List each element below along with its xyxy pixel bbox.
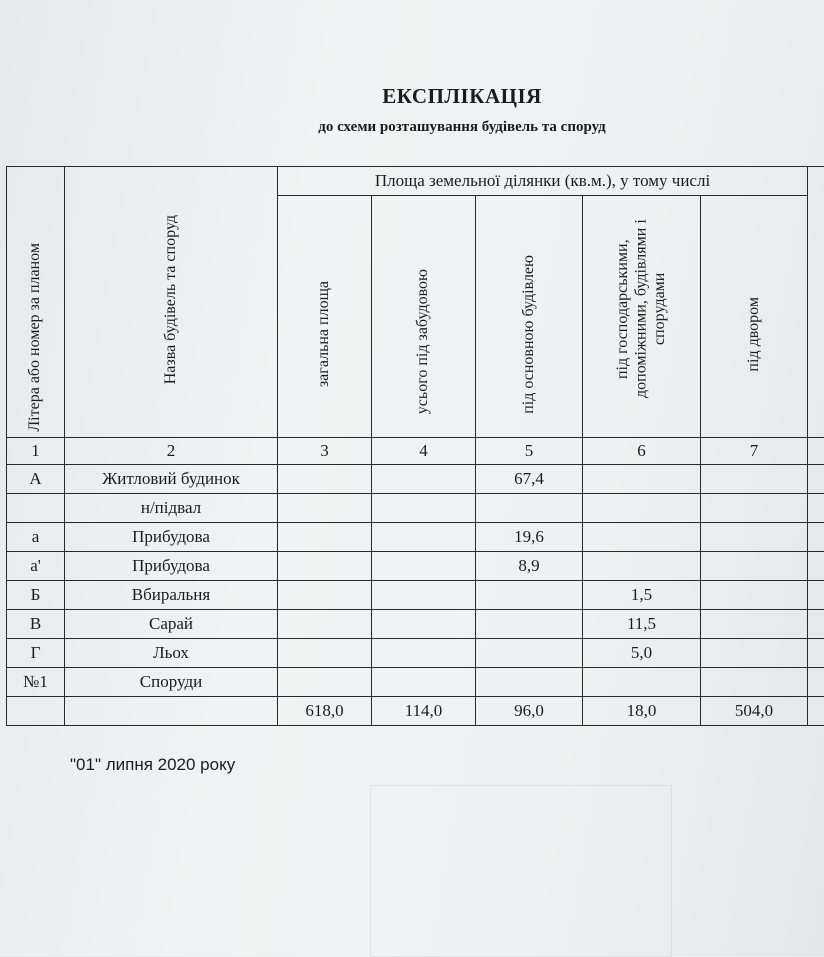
row-main — [476, 494, 583, 523]
row-name: Сарай — [65, 610, 278, 639]
row-yard — [701, 523, 808, 552]
row-main: 67,4 — [476, 465, 583, 494]
row-yard — [701, 610, 808, 639]
row-name: н/підвал — [65, 494, 278, 523]
row-aux — [583, 668, 701, 697]
row-total — [278, 465, 372, 494]
header-name: Назва будівель та споруд — [65, 167, 278, 438]
header-total-area: загальна площа — [278, 196, 372, 438]
edge-cell — [808, 697, 824, 726]
totals-aux: 18,0 — [583, 697, 701, 726]
col-number: 3 — [278, 438, 372, 465]
col-number: 2 — [65, 438, 278, 465]
row-yard — [701, 494, 808, 523]
row-name: Житловий будинок — [65, 465, 278, 494]
totals-name — [65, 697, 278, 726]
row-total — [278, 552, 372, 581]
document-title: ЕКСПЛІКАЦІЯ — [0, 84, 824, 109]
row-total — [278, 494, 372, 523]
row-yard — [701, 552, 808, 581]
row-total — [278, 523, 372, 552]
row-aux — [583, 552, 701, 581]
col-number: 5 — [476, 438, 583, 465]
column-number-row — [7, 438, 824, 465]
header-aux-buildings: під господарськими, допоміжними, будівлями і спорудами — [583, 196, 701, 438]
row-yard — [701, 465, 808, 494]
row-aux: 11,5 — [583, 610, 701, 639]
table-row — [7, 581, 824, 610]
row-aux: 1,5 — [583, 581, 701, 610]
totals-total: 618,0 — [278, 697, 372, 726]
totals-row — [7, 697, 824, 726]
row-main — [476, 610, 583, 639]
row-yard — [701, 639, 808, 668]
row-aux: 5,0 — [583, 639, 701, 668]
document-subtitle: до схеми розташування будівель та споруд — [0, 119, 824, 136]
row-letter — [7, 494, 65, 523]
row-yard — [701, 668, 808, 697]
row-main: 8,9 — [476, 552, 583, 581]
row-yard — [701, 581, 808, 610]
table-row — [7, 668, 824, 697]
edge-cell — [808, 523, 824, 552]
row-name: Прибудова — [65, 523, 278, 552]
edge-cell — [808, 639, 824, 668]
col-number: 6 — [583, 438, 701, 465]
row-letter: а — [7, 523, 65, 552]
table-row — [7, 639, 824, 668]
row-built — [372, 668, 476, 697]
table-row — [7, 465, 824, 494]
row-total — [278, 610, 372, 639]
edge-cell — [808, 494, 824, 523]
row-letter: а' — [7, 552, 65, 581]
row-total — [278, 668, 372, 697]
row-built — [372, 552, 476, 581]
header-row-1 — [7, 167, 824, 196]
edge-cell — [808, 668, 824, 697]
header-letter: Літера або номер за планом — [7, 167, 65, 438]
header-edge — [808, 167, 824, 438]
explication-table — [6, 166, 824, 726]
edge-cell — [808, 610, 824, 639]
document-date: "01" липня 2020 року — [70, 755, 235, 775]
row-name: Споруди — [65, 668, 278, 697]
totals-letter — [7, 697, 65, 726]
row-main: 19,6 — [476, 523, 583, 552]
col-number: 4 — [372, 438, 476, 465]
row-built — [372, 465, 476, 494]
edge-cell — [808, 552, 824, 581]
col-number: 7 — [701, 438, 808, 465]
row-aux — [583, 465, 701, 494]
table-row — [7, 523, 824, 552]
row-built — [372, 523, 476, 552]
totals-main: 96,0 — [476, 697, 583, 726]
edge-cell — [808, 438, 824, 465]
row-letter: Б — [7, 581, 65, 610]
row-built — [372, 610, 476, 639]
header-yard: під двором — [701, 196, 808, 438]
col-number: 1 — [7, 438, 65, 465]
totals-yard: 504,0 — [701, 697, 808, 726]
row-built — [372, 639, 476, 668]
row-name: Вбиральня — [65, 581, 278, 610]
edge-cell — [808, 465, 824, 494]
table-row — [7, 610, 824, 639]
row-letter: №1 — [7, 668, 65, 697]
row-built — [372, 581, 476, 610]
header-built-area: усього під забудовою — [372, 196, 476, 438]
row-built — [372, 494, 476, 523]
row-total — [278, 639, 372, 668]
row-total — [278, 581, 372, 610]
row-main — [476, 639, 583, 668]
row-name: Льох — [65, 639, 278, 668]
totals-built: 114,0 — [372, 697, 476, 726]
row-letter: А — [7, 465, 65, 494]
row-letter: Г — [7, 639, 65, 668]
row-aux — [583, 523, 701, 552]
table-row — [7, 552, 824, 581]
row-aux — [583, 494, 701, 523]
reverse-page-showthrough — [370, 785, 672, 957]
table-row — [7, 494, 824, 523]
row-main — [476, 668, 583, 697]
header-area-group: Площа земельної ділянки (кв.м.), у тому числі — [278, 167, 808, 196]
row-name: Прибудова — [65, 552, 278, 581]
edge-cell — [808, 581, 824, 610]
row-letter: В — [7, 610, 65, 639]
header-main-building: під основною будівлею — [476, 196, 583, 438]
row-main — [476, 581, 583, 610]
